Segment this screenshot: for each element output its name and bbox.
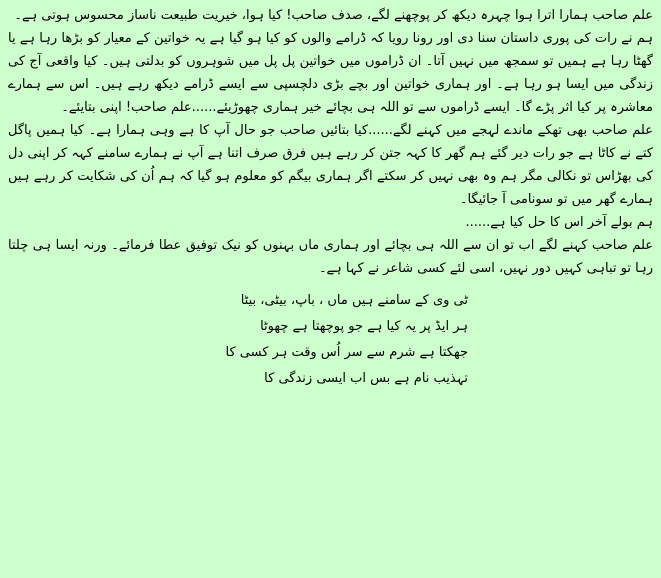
- poem-line: ٹی وی کے سامنے ہیں ماں ، باپ، بیٹی، بیٹا: [240, 293, 468, 308]
- paragraph-question: ہم بولے آخر اس کا حل کیا ہے......: [465, 215, 653, 230]
- poem-line: جھکتا ہے شرم سے سر اُس وقت ہر کسی کا: [225, 345, 468, 360]
- poem-line: ہر ایڈ پر یہ کیا ہے جو پوچھتا ہے چھوٹا: [260, 319, 468, 334]
- paragraph-greeting: علم صاحب ہمارا اترا ہوا چہرہ دیکھ کر پوچھنے لگے، صدف صاحب! کیا ہوا، خیریت طبیعت ناساز محسوس ہوتی ہے۔: [14, 8, 653, 23]
- poem-line: تہذیب نام ہے بس اب ایسی زندگی کا: [264, 371, 468, 386]
- paragraph-drama-complaint: ہم نے رات کی پوری داستان سنا دی اور رونا رویا کہ ڈرامے والوں کو کیا ہو گیا ہے یہ خواتین کے معیار کو بڑھا رہا ہے یا گھٹا رہا ہے ہمیں تو سمجھ میں نہیں آتا۔ ان ڈراموں میں خواتین پل پل میں شوہروں کو بدلتی ہیں۔ کیا واقعی آج کی زندگی میں ایسا ہو رہا ہے۔ اور ہماری خواتین اور بچے بڑی دلچسپی سے ایسے ڈرامے دیکھ رہے ہیں۔ اس سے ہمارے معاشرہ پر کیا اثر پڑے گا۔ ایسے ڈراموں سے تو اللہ ہی بچائے خیر ہماری چھوڑیئے......علم صاحب! اپنی بتایئے۔: [8, 31, 653, 115]
- poem-block: [8, 288, 653, 392]
- paragraph-alam-reply: علم صاحب بھی تھکے ماندے لہجے میں کہنے لگے......کیا بتائیں صاحب جو حال آپ کا ہے وہی ہمارا ہے۔ کیا ہمیں پاگل کتے نے کاٹا ہے جو رات دیر گئے ہم گھر کا کہہ جتن کر رہے ہیں فرق صرف اتنا ہے آپ نے ہمارے سامنے کہہ کر اپنی دل کی بھڑاس تو نکالی مگر ہم وہ بھی نہیں کر سکتے اگر ہماری بیگم کو معلوم ہو گیا کہ ہم اُن کی شکایت کر رہے ہیں ہمارے گھر میں تو سونامی آ جائیگا۔: [8, 123, 653, 207]
- paragraph-conclusion: علم صاحب کہنے لگے اب تو ان سے اللہ ہی بچائے اور ہماری ماں بہنوں کو نیک توفیق عطا فرمائے۔ ورنہ ایسا ہی چلتا رہا تو تباہی کہیں دور نہیں، اسی لئے کسی شاعر نے کہا ہے۔: [8, 238, 653, 276]
